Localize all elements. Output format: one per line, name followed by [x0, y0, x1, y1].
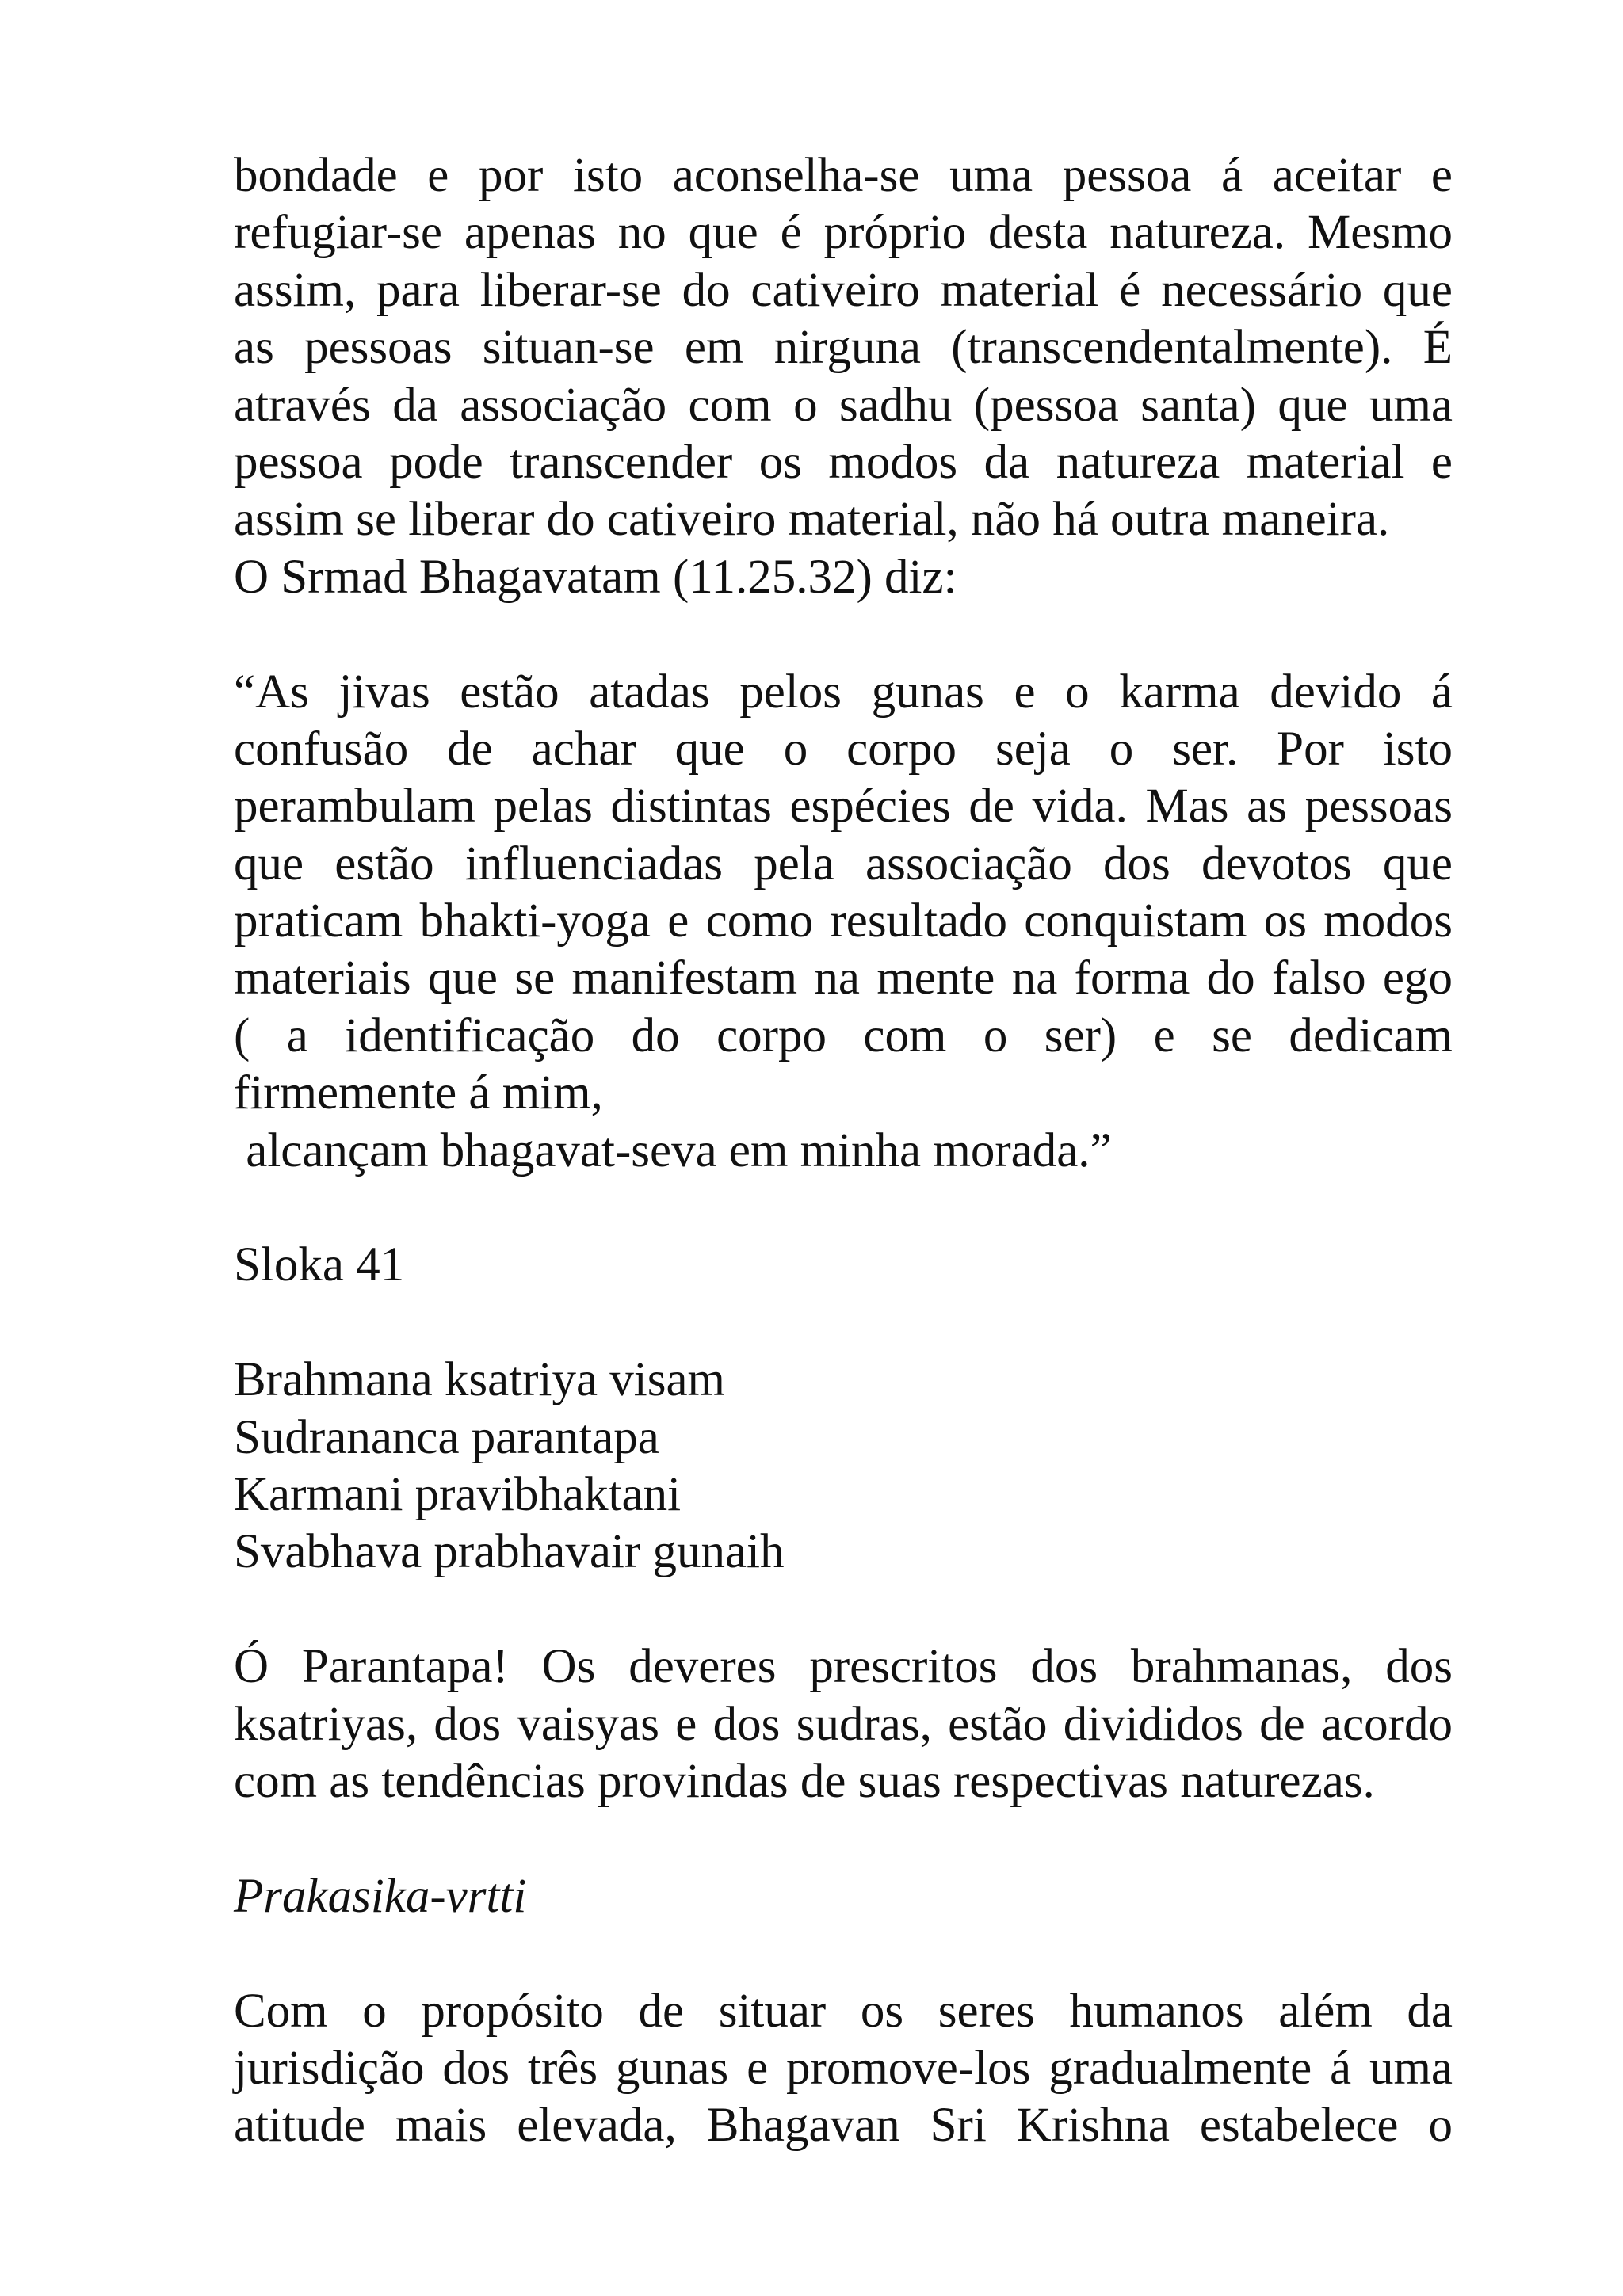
text-line: firmemente á mim, [234, 1066, 603, 1120]
text-line: ksatriyas, dos vaisyas e dos sudras, estão divididos de acordo [234, 1697, 1453, 1751]
text-line: através da associação com o sadhu (pessoa santa) que uma [234, 378, 1453, 432]
verse-line: Brahmana ksatriya visam [234, 1353, 725, 1407]
text-line: praticam bhakti-yoga e como resultado conquistam os modos [234, 894, 1453, 948]
text-line: Ó Parantapa! Os deveres prescritos dos brahmanas, dos [234, 1640, 1453, 1694]
text-line: ( a identificação do corpo com o ser) e se dedicam [234, 1009, 1453, 1062]
paragraph-spacer [234, 1180, 1453, 1237]
verse-line: Karmani pravibhaktani [234, 1467, 682, 1521]
text-line: pessoa pode transcender os modos da natureza material e [234, 435, 1453, 489]
paragraph-spacer [234, 1295, 1453, 1352]
sloka-translation [234, 1638, 1453, 1810]
page-body [234, 147, 1453, 2155]
text-line: assim se liberar do cativeiro material, não há outra maneira. [234, 493, 1390, 547]
commentary-paragraph [234, 1983, 1453, 2155]
commentary-heading [234, 1868, 1453, 1925]
sloka-number: Sloka 41 [234, 1238, 405, 1292]
sloka-verse [234, 1352, 1453, 1581]
text-line: bondade e por isto aconselha-se uma pessoa á aceitar e [234, 149, 1453, 202]
paragraph-gunas-intro [234, 147, 1453, 606]
paragraph-spacer [234, 606, 1453, 663]
text-line: O Srmad Bhagavatam (11.25.32) diz: [234, 550, 957, 604]
text-line: Com o propósito de situar os seres humanos além da [234, 1984, 1453, 2038]
paragraph-spacer [234, 1581, 1453, 1638]
paragraph-spacer [234, 1810, 1453, 1867]
commentary-title: Prakasika-vrtti [234, 1869, 527, 1923]
text-line: refugiar-se apenas no que é próprio desta natureza. Mesmo [234, 206, 1453, 260]
text-line: com as tendências provindas de suas respectivas naturezas. [234, 1754, 1375, 1808]
text-line: “As jivas estão atadas pelos gunas e o karma devido á [234, 665, 1453, 719]
text-line: atitude mais elevada, Bhagavan Sri Krishna estabelece o [234, 2099, 1453, 2153]
text-line: confusão de achar que o corpo seja o ser. Por isto [234, 722, 1453, 776]
text-line: assim, para liberar-se do cativeiro material é necessário que [234, 263, 1453, 317]
text-line: que estão influenciadas pela associação dos devotos que [234, 837, 1453, 891]
text-line: materiais que se manifestam na mente na forma do falso ego [234, 952, 1453, 1005]
text-line: jurisdição dos três gunas e promove-los gradualmente á uma [234, 2041, 1453, 2095]
bhagavatam-quote [234, 664, 1453, 1180]
verse-line: Sudrananca parantapa [234, 1410, 659, 1464]
text-line: as pessoas situan-se em nirguna (transcendentalmente). É [234, 321, 1453, 375]
text-line: alcançam bhagavat-seva em minha morada.” [234, 1123, 1112, 1177]
verse-line: Svabhava prabhavair gunaih [234, 1525, 785, 1579]
paragraph-spacer [234, 1925, 1453, 1982]
text-line: perambulam pelas distintas espécies de vida. Mas as pessoas [234, 780, 1453, 833]
sloka-heading [234, 1237, 1453, 1294]
